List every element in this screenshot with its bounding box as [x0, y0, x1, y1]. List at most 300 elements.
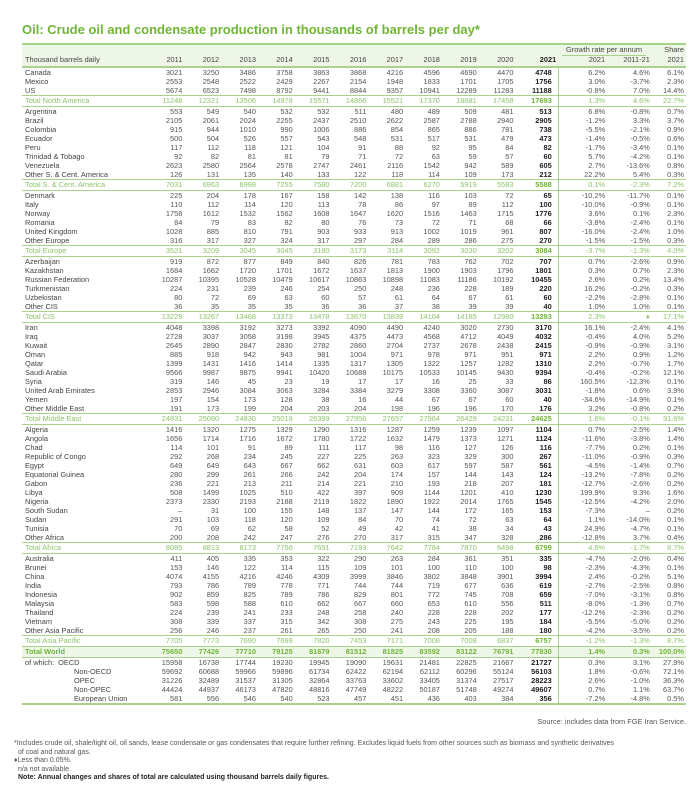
value-cell: 1025 [239, 488, 256, 497]
value-cell: 228 [427, 608, 440, 617]
value-cell: 270 [353, 533, 367, 542]
value-cell: 10395 [198, 275, 220, 284]
value-cell: 27657 [368, 414, 405, 425]
value-cell: 1271 [497, 434, 514, 443]
value-cell: 1647 [349, 209, 367, 218]
country-label: Vietnam [25, 617, 52, 626]
value-cell: 11186 [457, 275, 477, 284]
value-cell: 3486 [239, 68, 256, 77]
value-cell: 13839 [368, 312, 405, 323]
value-cell: 57 [358, 293, 367, 302]
country-label: United Kingdom [25, 227, 78, 236]
value-cell: 3846 [386, 572, 404, 581]
value-cell: 1431 [202, 359, 220, 368]
growth-2011-21-cell: 4.0% [632, 332, 650, 341]
country-label: Ecuador [25, 134, 53, 143]
table-groups [22, 658, 686, 705]
value-cell: 290 [353, 554, 367, 563]
value-cell: 13283 [516, 312, 559, 323]
value-cell: 44424 [161, 685, 183, 694]
value-cell: 72 [505, 191, 514, 200]
growth-2011-21-cell: -0.9% [630, 452, 650, 461]
value-cell: 243 [427, 617, 440, 626]
growth-2011-21-cell: -4.8% [607, 694, 652, 704]
value-cell: 411 [170, 554, 183, 563]
value-cell: 11248 [148, 96, 185, 107]
value-cell: 7008 [442, 636, 479, 647]
country-label: Qatar [25, 359, 44, 368]
region-total-label: Total Europe [22, 246, 148, 257]
table-row [22, 191, 686, 201]
table-row [22, 506, 686, 515]
value-cell: 523 [295, 694, 332, 704]
value-cell: 60296 [456, 667, 477, 676]
value-cell: 1416 [239, 359, 256, 368]
value-cell: 68 [505, 218, 514, 227]
value-cell: 31305 [272, 676, 293, 685]
value-cell: 35 [284, 302, 293, 311]
source-note: Source: includes data from FGE Iran Service. [537, 717, 686, 726]
value-cell: 91 [358, 143, 367, 152]
country-label: Trinidad & Tobago [25, 152, 85, 161]
share-cell: 5.1% [667, 572, 684, 581]
value-cell: 211 [280, 479, 293, 488]
value-cell: 100 [501, 563, 514, 572]
growth-2011-21-cell: -1.5% [630, 236, 650, 245]
value-cell: 92 [431, 143, 440, 152]
value-cell: 4048 [165, 323, 183, 332]
value-cell: 236 [170, 479, 183, 488]
value-cell: 3863 [313, 68, 330, 77]
value-cell: 597 [464, 461, 477, 470]
value-cell: 3758 [276, 68, 293, 77]
value-cell: 6523 [202, 86, 220, 95]
value-cell: 13267 [184, 312, 221, 323]
value-cell: 1716 [239, 434, 256, 443]
value-cell: 7705 [148, 636, 185, 647]
value-cell: 2587 [423, 116, 440, 125]
value-cell: 81 [284, 152, 293, 161]
value-cell: 3173 [332, 246, 369, 257]
value-cell: 2188 [276, 497, 293, 506]
value-cell: 532 [317, 107, 330, 116]
value-cell: 270 [516, 236, 559, 246]
value-cell: 62422 [345, 667, 367, 676]
growth-2011-21-cell: -4.2% [630, 497, 650, 506]
share-cell: 8.7% [652, 543, 686, 554]
value-cell: 77710 [221, 647, 258, 658]
value-cell: 603 [390, 461, 404, 470]
country-label: Iraq [25, 332, 38, 341]
table-row [22, 266, 686, 275]
value-cell: 60688 [198, 667, 220, 676]
growth-2021-cell: 1.6% [558, 414, 607, 425]
share-cell: 2.0% [667, 497, 684, 506]
growth-2011-21-cell: -14.0% [626, 515, 650, 524]
value-cell: 32864 [308, 676, 330, 685]
region-total-row [22, 312, 686, 323]
value-cell: 180 [516, 626, 559, 636]
value-cell: 72 [468, 515, 477, 524]
growth-2021-cell: -1.7% [585, 143, 606, 152]
value-cell: 7773 [184, 636, 221, 647]
value-cell: 342 [317, 617, 330, 626]
growth-2011-21-cell: 3.7% [632, 533, 650, 542]
growth-2021-cell: -12.5% [581, 497, 606, 506]
region-total-row [22, 246, 686, 257]
value-cell: 1282 [497, 359, 514, 368]
value-cell: 214 [317, 479, 330, 488]
value-cell: 42 [394, 524, 404, 533]
share-cell: 31.6% [652, 414, 686, 425]
value-cell: 284 [390, 236, 404, 245]
value-cell: 101 [390, 563, 404, 572]
value-cell: 324 [280, 236, 293, 245]
value-cell: 59966 [235, 667, 256, 676]
country-label: Uzbekistan [25, 293, 62, 302]
value-cell: 261 [280, 626, 293, 635]
table-row [22, 134, 686, 143]
value-cell: 7870 [442, 543, 479, 554]
country-label: Kazakhstan [25, 266, 64, 275]
year-header: 2016 [332, 55, 369, 67]
value-cell: 3192 [239, 323, 256, 332]
value-cell: 531 [390, 134, 404, 143]
year-header: 2015 [295, 55, 332, 67]
value-cell: 3031 [516, 386, 559, 395]
value-cell: 610 [464, 599, 477, 608]
value-cell: 4309 [313, 572, 330, 581]
value-cell: 98 [394, 443, 404, 452]
value-cell: 92 [174, 152, 183, 161]
value-cell: 3030 [442, 246, 479, 257]
value-cell: 205 [464, 626, 477, 635]
value-cell: 122 [353, 170, 367, 179]
country-label: Australia [25, 554, 54, 563]
value-cell: 4490 [386, 323, 404, 332]
table-row [22, 608, 686, 617]
value-cell: 2119 [313, 497, 330, 506]
value-cell: 248 [317, 608, 330, 617]
value-cell: 511 [354, 107, 367, 116]
value-cell: 3063 [276, 386, 293, 395]
value-cell: 1335 [313, 359, 330, 368]
region-total-row [22, 96, 686, 107]
growth-2021-cell: 1.8% [588, 667, 606, 676]
value-cell: 943 [280, 350, 293, 359]
value-cell: 10528 [235, 275, 256, 284]
value-cell: 112 [501, 200, 514, 209]
value-cell: 113 [317, 200, 330, 209]
value-cell: 33602 [382, 676, 404, 685]
value-cell: 707 [516, 257, 559, 267]
growth-2021-cell: 0.3% [588, 658, 606, 667]
share-cell: 1.4% [667, 425, 684, 434]
value-cell: 3398 [202, 323, 220, 332]
value-cell: 643 [243, 461, 256, 470]
value-cell: 323 [427, 452, 440, 461]
value-cell: 66 [516, 218, 559, 227]
table-header [22, 44, 686, 67]
value-cell: 4375 [349, 332, 367, 341]
value-cell: 72 [210, 293, 220, 302]
value-cell: 67 [468, 395, 477, 404]
group-label: European Union [22, 694, 148, 704]
value-cell: 4155 [202, 572, 220, 581]
growth-2021-cell: -4.7% [585, 554, 606, 563]
share-cell: 0.8% [667, 590, 684, 599]
table-row [22, 209, 686, 218]
region-total-label: Total North America [22, 96, 148, 107]
value-cell: 117 [170, 143, 183, 152]
value-cell: 384 [479, 694, 516, 704]
value-cell: 2105 [165, 116, 183, 125]
country-label: Sudan [25, 515, 47, 524]
value-cell: 111 [318, 443, 330, 452]
country-label: Libya [25, 488, 43, 497]
value-cell: 1316 [349, 425, 367, 434]
value-cell: 83 [247, 218, 256, 227]
value-cell: 1239 [460, 425, 477, 434]
value-cell: 789 [243, 581, 256, 590]
growth-2011-21-cell: -0.9% [630, 341, 650, 350]
growth-2021-cell: -1.8% [585, 386, 606, 395]
value-cell: 557 [280, 134, 293, 143]
share-cell: 0.1% [667, 524, 684, 533]
value-cell: 2330 [202, 497, 220, 506]
value-cell: 237 [243, 626, 256, 635]
value-cell: 173 [243, 395, 256, 404]
value-cell: 6837 [479, 636, 516, 647]
value-cell: 540 [243, 107, 256, 116]
value-cell: 451 [368, 694, 405, 704]
value-cell: 280 [170, 470, 183, 479]
value-cell: 473 [516, 134, 559, 143]
value-cell: 133 [317, 170, 330, 179]
value-cell: 662 [317, 599, 330, 608]
value-cell: 100 [427, 563, 440, 572]
value-cell: 2255 [276, 116, 293, 125]
country-label: Venezuela [25, 161, 60, 170]
share-cell: 0.8% [667, 581, 684, 590]
value-cell: 17 [358, 377, 367, 386]
value-cell: 1612 [202, 209, 220, 218]
value-cell: 662 [317, 461, 330, 470]
value-cell: 38 [468, 524, 477, 533]
share-cell: 0.9% [667, 125, 684, 134]
value-cell: 942 [464, 161, 477, 170]
value-cell: 196 [464, 404, 477, 413]
country-label: Nigeria [25, 497, 49, 506]
value-cell: 208 [427, 626, 440, 635]
value-cell: 1701 [460, 77, 477, 86]
value-cell: 902 [170, 590, 183, 599]
value-cell: 7200 [332, 180, 369, 191]
value-cell: 9394 [516, 368, 559, 377]
value-cell: 81679 [295, 647, 332, 658]
value-cell: 63 [431, 152, 440, 161]
country-label: Indonesia [25, 590, 58, 599]
value-cell: 55124 [492, 667, 514, 676]
share-cell: 0.1% [667, 395, 684, 404]
growth-2021-cell: -5.5% [585, 617, 606, 626]
value-cell: 114 [428, 170, 440, 179]
value-cell: 840 [317, 257, 330, 266]
value-cell: 60 [505, 395, 514, 404]
table-row [22, 404, 686, 414]
value-cell: 28223 [516, 676, 559, 685]
country-label: China [25, 572, 45, 581]
value-cell: 14185 [442, 312, 479, 323]
value-cell: 3901 [497, 572, 514, 581]
value-cell: 1310 [516, 359, 559, 368]
value-cell: 1715 [497, 209, 514, 218]
value-cell: 826 [353, 257, 367, 266]
table-row [22, 395, 686, 404]
value-cell: 2623 [165, 161, 183, 170]
value-cell: 39 [468, 302, 477, 311]
year-header: 2017 [368, 55, 405, 67]
value-cell: 7820 [295, 636, 332, 647]
growth-2021-cell: -7.3% [585, 506, 606, 515]
value-cell: 7031 [148, 180, 185, 191]
value-cell: 61734 [308, 667, 330, 676]
value-cell: 36 [174, 302, 183, 311]
group-row [22, 676, 686, 685]
value-cell: 1796 [497, 266, 514, 275]
value-cell: 587 [501, 461, 514, 470]
share-cell: 0.1% [667, 377, 684, 386]
value-cell: 918 [206, 350, 220, 359]
value-cell: 12289 [456, 86, 477, 95]
value-cell: 48816 [308, 685, 330, 694]
value-cell: 212 [516, 170, 559, 180]
value-cell: 4596 [423, 68, 440, 77]
growth-2021-cell: 22.2% [584, 170, 606, 179]
table-row [22, 293, 686, 302]
value-cell: 517 [427, 134, 440, 143]
value-cell: 16738 [198, 658, 220, 667]
country-label: Brunei [25, 563, 47, 572]
value-cell: 239 [243, 284, 256, 293]
value-cell: 2578 [276, 161, 293, 170]
value-cell: 1948 [386, 77, 404, 86]
growth-2011-21-cell: 1.0% [632, 302, 650, 311]
value-cell: 19090 [345, 658, 367, 667]
country-label: Equatorial Guinea [25, 470, 85, 479]
value-cell: 67 [431, 395, 440, 404]
value-cell: 10192 [492, 275, 514, 284]
share-cell: 0.1% [667, 563, 684, 572]
table-row [22, 599, 686, 608]
value-cell: 1002 [423, 227, 440, 236]
value-cell: 610 [280, 599, 293, 608]
growth-2021-cell: 2.2% [588, 350, 606, 359]
value-cell: 114 [244, 200, 256, 209]
value-cell: 556 [184, 694, 221, 704]
value-cell: 3384 [349, 386, 367, 395]
value-cell: 127 [464, 443, 477, 452]
value-cell: 8792 [276, 86, 293, 95]
value-cell: 849 [280, 257, 293, 266]
value-cell: 786 [206, 581, 220, 590]
value-cell: 4216 [386, 68, 404, 77]
value-cell: 422 [317, 488, 330, 497]
group-label [22, 658, 148, 668]
value-cell: 335 [516, 554, 559, 564]
country-label: Malaysia [25, 599, 55, 608]
growth-2021-cell: 3.0% [588, 77, 606, 86]
value-cell: 31537 [235, 676, 256, 685]
table-row [22, 581, 686, 590]
value-cell: 184 [516, 617, 559, 626]
value-cell: 1890 [386, 497, 404, 506]
value-cell: 80 [321, 218, 330, 227]
value-cell: 221 [353, 479, 367, 488]
value-cell: 649 [170, 461, 183, 470]
value-cell: 1230 [516, 488, 559, 497]
value-cell: 3308 [423, 386, 440, 395]
value-cell: 103 [464, 191, 477, 200]
country-label: Yemen [25, 395, 48, 404]
value-cell: 221 [206, 479, 220, 488]
value-cell: 17 [394, 377, 404, 386]
value-cell: 241 [243, 608, 256, 617]
value-cell: 210 [390, 479, 404, 488]
value-cell: 61 [505, 293, 514, 302]
value-cell: 1499 [202, 488, 220, 497]
country-label: Italy [25, 200, 39, 209]
value-cell: 275 [501, 236, 514, 245]
group-row [22, 667, 686, 676]
value-cell: 3848 [460, 572, 477, 581]
region-total-label: Total CIS [22, 312, 148, 323]
share-header: Share [652, 44, 686, 55]
value-cell: 942 [243, 350, 256, 359]
value-cell: 276 [317, 533, 330, 542]
value-cell: 4568 [423, 332, 440, 341]
value-cell: 36 [321, 302, 330, 311]
value-cell: 242 [317, 470, 330, 479]
country-label: Mexico [25, 77, 49, 86]
value-cell: 583 [170, 599, 183, 608]
growth-2021-cell: -1.4% [585, 134, 606, 143]
growth-2011-21-cell: 0.1% [632, 209, 650, 218]
country-label: Tunisia [25, 524, 49, 533]
growth-2011-21-header: 2011-21 [607, 55, 652, 67]
region-total-label: Total Middle East [22, 414, 148, 425]
value-cell: 228 [464, 284, 477, 293]
table-row [22, 170, 686, 180]
value-cell: 27517 [492, 676, 514, 685]
value-cell: 1780 [313, 434, 330, 443]
share-cell: 0.2% [667, 506, 684, 515]
value-cell: 59896 [272, 667, 293, 676]
value-cell: 327 [243, 236, 256, 245]
value-cell: 83122 [442, 647, 479, 658]
value-cell: 76791 [479, 647, 516, 658]
value-cell: 15958 [161, 658, 183, 667]
share-cell: 5.2% [667, 332, 684, 341]
year-header: 2021 [516, 55, 559, 67]
value-cell: 825 [243, 590, 256, 599]
growth-2011-21-cell: -2.6% [630, 257, 650, 266]
value-cell: 291 [170, 515, 183, 524]
value-cell: 315 [280, 617, 293, 626]
growth-2021-cell: -2.2% [585, 293, 606, 302]
growth-2021-cell: 1.3% [558, 96, 607, 107]
value-cell: 403 [442, 694, 479, 704]
